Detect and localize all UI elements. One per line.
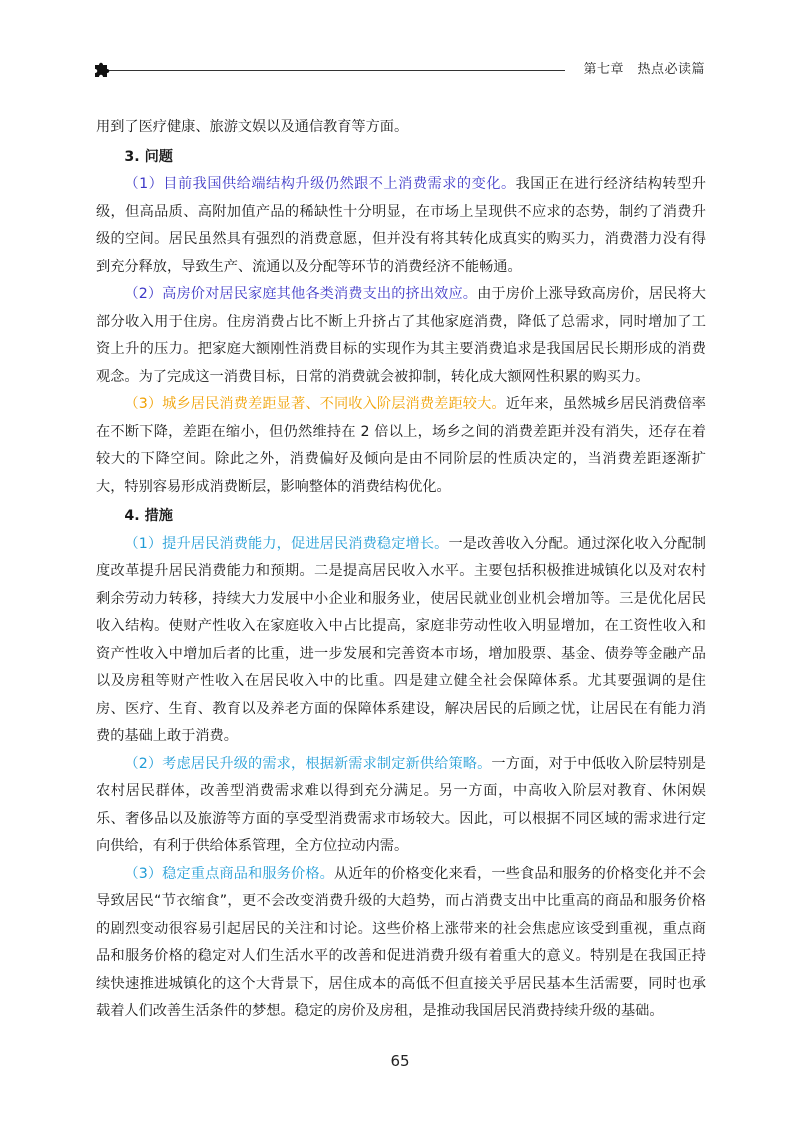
problem-paragraph-2	[96, 281, 706, 391]
problem-2-lead: （2）高房价对居民家庭其他各类消费支出的挤出效应。	[124, 286, 478, 302]
measure-1-body: 一是改善收入分配。通过深化收入分配制度改革提升居民消费能力和预期。二是提高居民收入水平。主要包括积极推进城镇化以及对农村剩余劳动力转移，持续大力发展中小企业和服务业，使居民就业创业机会增加等。三是优化居民收入结构。使财产性收入在家庭收入中占比提高，家庭非劳动性收入明显增加，在工资性收入和资产性收入中增加后者的比重，进一步发展和完善资本市场，增加股票、基金、债券等金融产品以及房租等财产性收入在居民收入中的比重。四是建立健全社会保障体系。尤其要强调的是住房、医疗、生育、教育以及养老方面的保障体系建设，解决居民的后顾之忧，让居民在有能力消费的基础上敢于消费。	[96, 535, 706, 744]
problem-1-lead: （1）目前我国供给端结构升级仍然跟不上消费需求的变化。	[124, 176, 516, 192]
measure-3-body: 从近年的价格变化来看，一些食品和服务的价格变化并不会导致居民“节衣缩食”，更不会改变消费升级的大趋势，而占消费支出中比重高的商品和服务价格的剧烈变动很容易引起居民的关注和讨论。这些价格上涨带来的社会焦虑应该受到重视，重点商品和服务价格的稳定对人们生活水平的改善和促进消费升级有着重大的意义。特别是在我国正持续快速推进城镇化的这个大背景下，居住成本的高低不但直接关乎居民基本生活需要，同时也承载着人们改善生活条件的梦想。稳定的房价及房租，是推动我国居民消费持续升级的基础。	[96, 865, 706, 1019]
measure-1-lead: （1）提升居民消费能力，促进居民消费稳定增长。	[124, 535, 449, 552]
page-header	[93, 58, 705, 80]
problem-paragraph-1	[96, 171, 706, 281]
problem-1-body: 我国正在进行经济结构转型升级，但高品质、高附加值产品的稀缺性十分明显，在市场上呈现供不应求的态势，制约了消费升级的空间。居民虽然具有强烈的消费意愿，但并没有将其转化成真实的购买力，消费潜力没有得到充分释放，导致生产、流通以及分配等环节的消费经济不能畅通。	[96, 176, 706, 275]
problem-paragraph-3	[96, 391, 706, 501]
measure-2-lead: （2）考虑居民升级的需求，根据新需求制定新供给策略。	[124, 755, 492, 772]
problem-2-body: 由于房价上涨导致高房价，居民将大部分收入用于住房。住房消费占比不断上升挤占了其他家庭消费，降低了总需求，同时增加了工资上升的压力。把家庭大额刚性消费目标的实现作为其主要消费追求是我国居民长期形成的消费观念。为了完成这一消费目标，日常的消费就会被抑制，转化成大额网性积累的购买力。	[96, 286, 706, 385]
header-rule	[109, 70, 565, 71]
intro-paragraph: 用到了医疗健康、旅游文娱以及通信教育等方面。	[96, 119, 409, 135]
page-number: 65	[390, 1052, 410, 1070]
measure-paragraph-1	[96, 531, 706, 751]
problem-3-lead: （3）城乡居民消费差距显著、不同收入阶层消费差距较大。	[124, 396, 506, 412]
measure-paragraph-2	[96, 751, 706, 861]
puzzle-piece-icon	[93, 60, 111, 78]
section-heading-problems: 3. 问题	[124, 148, 173, 165]
measure-3-lead: （3）稳定重点商品和服务价格。	[124, 865, 334, 882]
section-heading-measures: 4. 措施	[124, 508, 173, 524]
chapter-title: 第七章 热点必读篇	[583, 62, 705, 77]
problem-3-body: 近年来，虽然城乡居民消费倍率在不断下降，差距在缩小，但仍然维持在 2 倍以上，场乡之间的消费差距并没有消失，还存在着较大的下降空间。除此之外，消费偏好及倾向是由不同阶层的性质决定的，当消费差距逐渐扩大，特别容易形成消费断层，影响整体的消费结构优化。	[96, 396, 706, 495]
measure-2-body: 一方面，对于中低收入阶层特别是农村居民群体，改善型消费需求难以得到充分满足。另一方面，中高收入阶层对教育、休闲娱乐、奢侈品以及旅游等方面的享受型消费需求市场较大。因此，可以根据不同区域的需求进行定向供给，有利于供给体系管理，全方位拉动内需。	[96, 755, 706, 854]
page-body	[96, 114, 706, 1026]
measure-paragraph-3	[96, 861, 706, 1026]
